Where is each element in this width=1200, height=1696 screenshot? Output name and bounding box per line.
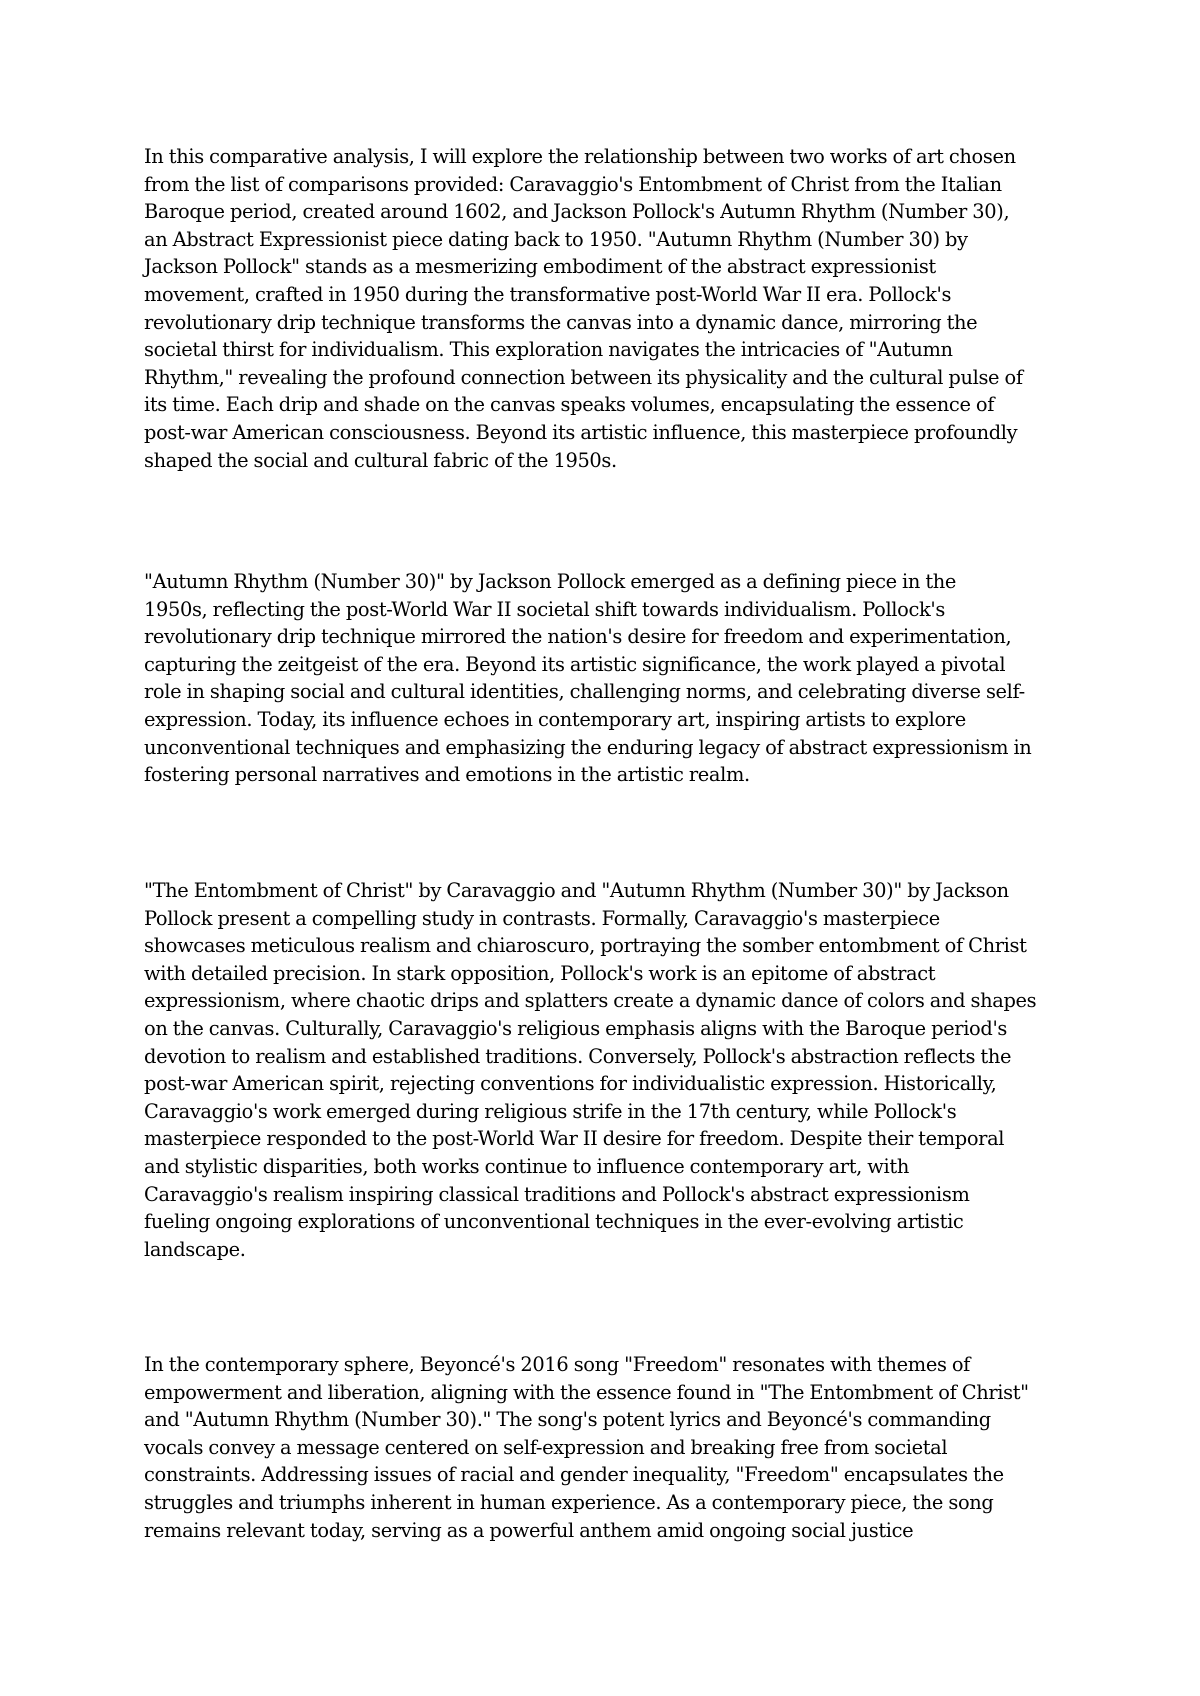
- text-line: role in shaping social and cultural identities, challenging norms, and celebrating diverse self-: [144, 680, 1025, 704]
- text-line: post-war American consciousness. Beyond its artistic influence, this masterpiece profoundly: [144, 420, 1018, 444]
- paragraph-1: [144, 143, 1064, 474]
- paragraph-4: [144, 1351, 1064, 1544]
- text-line: its time. Each drip and shade on the canvas speaks volumes, encapsulating the essence of: [144, 393, 995, 417]
- text-line: devotion to realism and established traditions. Conversely, Pollock's abstraction reflects the: [144, 1044, 1012, 1068]
- text-line: unconventional techniques and emphasizing the enduring legacy of abstract expressionism in: [144, 735, 1032, 759]
- text-line: fostering personal narratives and emotions in the artistic realm.: [144, 763, 750, 787]
- text-line: expressionism, where chaotic drips and splatters create a dynamic dance of colors and shapes: [144, 989, 1037, 1013]
- text-line: showcases meticulous realism and chiaroscuro, portraying the somber entombment of Christ: [144, 934, 1027, 958]
- text-line: and "Autumn Rhythm (Number 30)." The song's potent lyrics and Beyoncé's commanding: [144, 1408, 991, 1432]
- text-line: In this comparative analysis, I will explore the relationship between two works of art chosen: [144, 145, 1016, 168]
- text-line: an Abstract Expressionist piece dating back to 1950. "Autumn Rhythm (Number 30) by: [144, 227, 968, 251]
- text-line: Rhythm," revealing the profound connection between its physicality and the cultural pulse of: [144, 365, 1023, 389]
- text-line: struggles and triumphs inherent in human experience. As a contemporary piece, the song: [144, 1490, 994, 1514]
- text-line: movement, crafted in 1950 during the transformative post-World War II era. Pollock's: [144, 282, 952, 306]
- text-line: shaped the social and cultural fabric of the 1950s.: [144, 448, 617, 472]
- text-line: capturing the zeitgeist of the era. Beyond its artistic significance, the work played a pivotal: [144, 652, 1006, 676]
- text-line: masterpiece responded to the post-World War II desire for freedom. Despite their temporal: [144, 1127, 1005, 1151]
- text-line: with detailed precision. In stark opposition, Pollock's work is an epitome of abstract: [144, 961, 936, 985]
- text-line: Caravaggio's realism inspiring classical traditions and Pollock's abstract expressionism: [144, 1182, 970, 1206]
- text-line: "The Entombment of Christ" by Caravaggio and "Autumn Rhythm (Number 30)" by Jackson: [144, 879, 1009, 902]
- text-line: vocals convey a message centered on self-expression and breaking free from societal: [144, 1435, 948, 1459]
- text-line: Pollock present a compelling study in contrasts. Formally, Caravaggio's masterpiece: [144, 906, 940, 930]
- text-line: and stylistic disparities, both works continue to influence contemporary art, with: [144, 1154, 909, 1178]
- text-line: In the contemporary sphere, Beyoncé's 2016 song "Freedom" resonates with themes of: [144, 1353, 971, 1376]
- text-line: on the canvas. Culturally, Caravaggio's religious emphasis aligns with the Baroque period's: [144, 1016, 1008, 1040]
- text-line: societal thirst for individualism. This exploration navigates the intricacies of "Autumn: [144, 338, 953, 362]
- text-line: Caravaggio's work emerged during religious strife in the 17th century, while Pollock's: [144, 1099, 957, 1123]
- paragraph-2: [144, 568, 1064, 789]
- text-line: expression. Today, its influence echoes in contemporary art, inspiring artists to explore: [144, 707, 966, 731]
- text-line: Baroque period, created around 1602, and Jackson Pollock's Autumn Rhythm (Number 30),: [144, 200, 1010, 224]
- text-line: landscape.: [144, 1237, 246, 1261]
- text-line: constraints. Addressing issues of racial and gender inequality, "Freedom" encapsulates the: [144, 1463, 1004, 1487]
- text-line: remains relevant today, serving as a powerful anthem amid ongoing social justice: [144, 1518, 914, 1542]
- text-line: "Autumn Rhythm (Number 30)" by Jackson Pollock emerged as a defining piece in the: [144, 570, 957, 593]
- text-line: revolutionary drip technique transforms the canvas into a dynamic dance, mirroring the: [144, 310, 978, 334]
- text-line: fueling ongoing explorations of unconventional techniques in the ever-evolving artistic: [144, 1210, 964, 1234]
- paragraph-3: [144, 877, 1064, 1263]
- text-line: Jackson Pollock" stands as a mesmerizing embodiment of the abstract expressionist: [144, 255, 936, 279]
- text-line: post-war American spirit, rejecting conventions for individualistic expression. Historically,: [144, 1072, 997, 1096]
- text-line: from the list of comparisons provided: Caravaggio's Entombment of Christ from the Italian: [144, 172, 1002, 196]
- text-line: revolutionary drip technique mirrored the nation's desire for freedom and experimentation,: [144, 625, 1012, 649]
- text-line: 1950s, reflecting the post-World War II societal shift towards individualism. Pollock's: [144, 597, 945, 621]
- text-line: empowerment and liberation, aligning with the essence found in "The Entombment of Christ": [144, 1380, 1029, 1404]
